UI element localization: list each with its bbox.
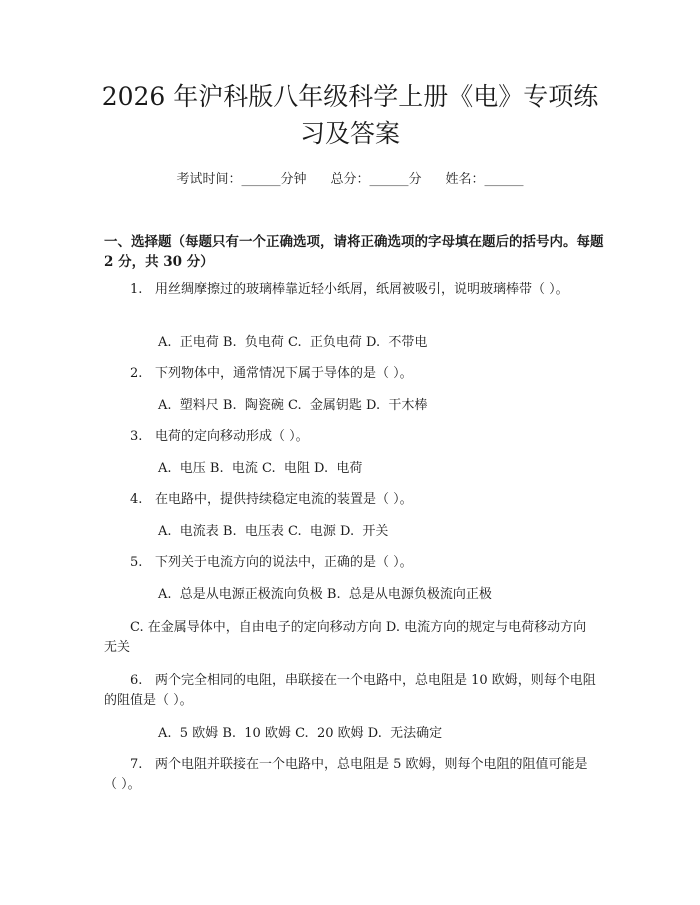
question-stem: 用丝绸摩擦过的玻璃棒靠近轻小纸屑，纸屑被吸引，说明玻璃棒带（ ）。 (155, 282, 569, 297)
exam-meta (0, 168, 700, 187)
question-7 (104, 755, 598, 795)
section-header: 一、选择题（每题只有一个正确选项，请将正确选项的字母填在题后的括号内。每题 2 分，共 30 分） (104, 234, 604, 270)
question-number: 2. (130, 366, 143, 381)
question-number: 4. (130, 492, 143, 507)
question-6-options: A. 5 欧姆 B. 10 欧姆 C. 20 欧姆 D. 无法确定 (158, 726, 443, 741)
question-4 (104, 490, 598, 510)
question-number: 7. (130, 757, 143, 772)
question-2-options: A. 塑料尺 B. 陶瓷碗 C. 金属钥匙 D. 干木棒 (158, 398, 428, 413)
student-name-label: 姓名：______ (445, 172, 524, 187)
total-score-label: 总分：______分 (330, 172, 422, 187)
question-3 (104, 427, 598, 447)
question-stem: 电荷的定向移动形成（ ）。 (155, 429, 309, 444)
question-4-options: A. 电流表 B. 电压表 C. 电源 D. 开关 (158, 524, 389, 539)
question-5 (104, 553, 598, 573)
question-number: 6. (130, 673, 143, 688)
question-1 (104, 280, 598, 300)
exam-time-label: 考试时间：______分钟 (176, 172, 307, 187)
question-number: 5. (130, 555, 143, 570)
question-5-options-line2: C. 在金属导体中，自由电子的定向移动方向 D. 电流方向的规定与电荷移动方向无关 (104, 620, 587, 655)
question-1-options: A. 正电荷 B. 负电荷 C. 正负电荷 D. 不带电 (158, 335, 428, 350)
question-stem: 在电路中，提供持续稳定电流的装置是（ ）。 (155, 492, 413, 507)
question-2 (104, 364, 598, 384)
question-3-options: A. 电压 B. 电流 C. 电阻 D. 电荷 (158, 461, 363, 476)
question-stem: 两个电阻并联接在一个电路中，总电阻是 5 欧姆，则每个电阻的阻值可能是（ ）。 (104, 757, 588, 792)
question-5-options-line1: A. 总是从电源正极流向负极 B. 总是从电源负极流向正极 (158, 587, 492, 602)
question-stem: 下列关于电流方向的说法中，正确的是（ ）。 (155, 555, 413, 570)
question-stem: 下列物体中，通常情况下属于导体的是（ ）。 (155, 366, 413, 381)
question-stem: 两个完全相同的电阻，串联接在一个电路中，总电阻是 10 欧姆，则每个电阻的阻值是（ ）。 (104, 673, 596, 708)
question-number: 1. (130, 282, 143, 297)
document-title: 2026 年沪科版八年级科学上册《电》专项练习及答案 (101, 82, 599, 148)
question-6 (104, 671, 598, 711)
question-number: 3. (130, 429, 143, 444)
